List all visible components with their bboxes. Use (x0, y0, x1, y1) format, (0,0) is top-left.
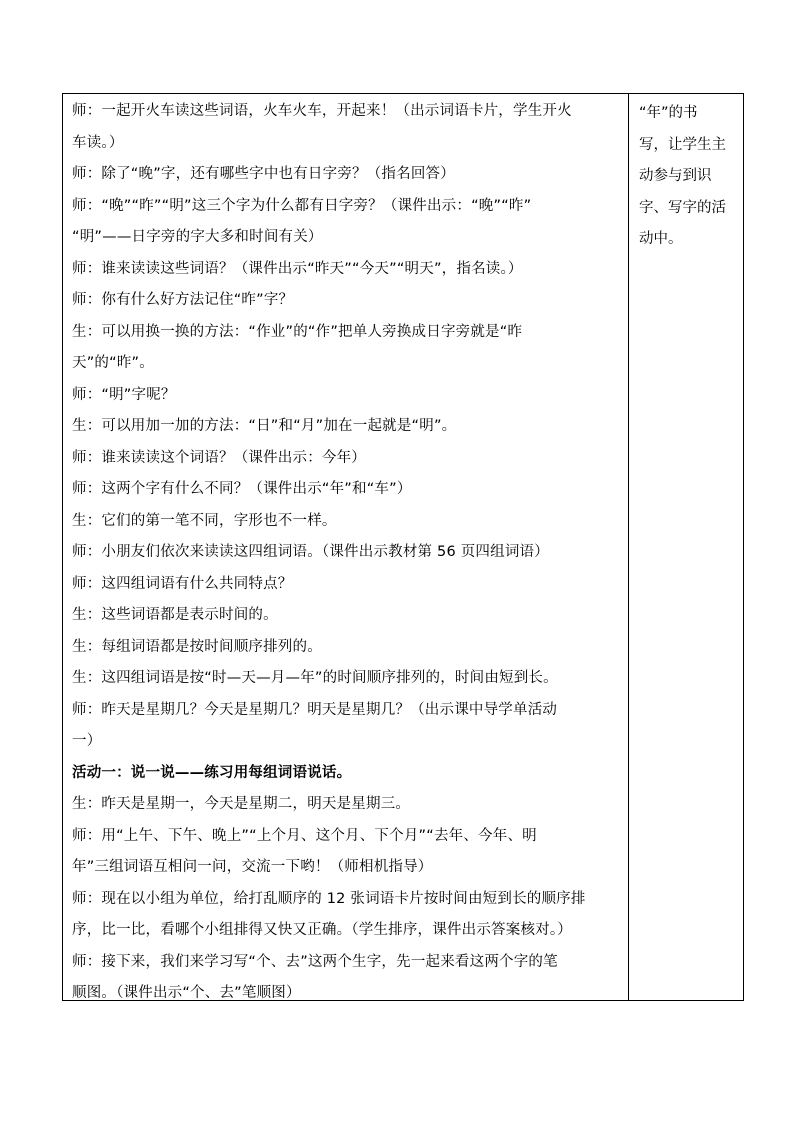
design-note-line: “年”的书 (639, 105, 698, 121)
dialogue-line: 师：一起开火车读这些词语，火车火车，开起来！（出示词语卡片，学生开火 (72, 103, 572, 119)
dialogue-line: 师：用“上午、下午、晚上”“上个月、这个月、下个月”“去年、今年、明 (72, 827, 537, 844)
dialogue-line: 生：可以用换一换的方法：“作业”的“作”把单人旁换成日字旁就是“昨 (72, 323, 523, 340)
dialogue-line: 一） (72, 733, 102, 749)
dialogue-line: 生：可以用加一加的方法：“日”和“月”加在一起就是“明”。 (72, 418, 457, 434)
dialogue-line: 生：昨天是星期一，今天是星期二，明天是星期三。 (72, 796, 411, 812)
design-note-line: 动中。 (639, 231, 683, 247)
dialogue-line: 师：你有什么好方法记住“昨”字？ (72, 292, 294, 308)
dialogue-line: 车读。） (72, 134, 124, 151)
dialogue-line: 序，比一比，看哪个小组排得又快又正确。（学生排序，课件出示答案核对。） (72, 922, 572, 938)
dialogue-line: 师：这两个字有什么不同？（课件出示“年”和“车”） (72, 481, 412, 497)
design-note-line: 写，让学生主 (639, 136, 726, 153)
design-note-line: 字、写字的活 (639, 199, 726, 216)
teaching-process-cell (63, 94, 629, 1000)
dialogue-line: 生：它们的第一笔不同，字形也不一样。 (72, 512, 337, 529)
dialogue-line: 顺图。（课件出示“个、去”笔顺图） (72, 985, 301, 1001)
dialogue-line: 生：这四组词语是按“时—天—月—年”的时间顺序排列的，时间由短到长。 (72, 670, 558, 686)
dialogue-line: 师：谁来读读这些词语？（课件出示“昨天”“今天”“明天”，指名读。） (72, 260, 523, 277)
dialogue-line: 师：“明”字呢？ (72, 386, 176, 403)
activity-heading: 活动一：说一说——练习用每组词语说话。 (72, 764, 352, 781)
dialogue-line: 生：这些词语都是表示时间的。 (72, 607, 278, 623)
dialogue-line: 师：这四组词语有什么共同特点？ (72, 575, 293, 592)
dialogue-line: 年”三组词语互相问一问，交流一下哟！（师相机指导） (72, 859, 433, 875)
dialogue-line: 师：小朋友们依次来读读这四组词语。（课件出示教材第 56 页四组词语） (72, 544, 549, 560)
lesson-table (62, 93, 744, 1001)
dialogue-line: 生：每组词语都是按时间顺序排列的。 (72, 638, 322, 655)
dialogue-line: 师：谁来读读这个词语？（课件出示：今年） (72, 449, 366, 466)
design-note-line: 动参与到识 (639, 168, 712, 184)
dialogue-line: 师：接下来，我们来学习写“个、去”这两个生字，先一起来看这两个字的笔 (72, 953, 558, 970)
design-intent-cell (629, 94, 743, 1000)
dialogue-line: 天”的“昨”。 (72, 355, 154, 371)
dialogue-line: 师：现在以小组为单位，给打乱顺序的 12 张词语卡片按时间由短到长的顺序排 (72, 890, 586, 907)
dialogue-line: 师：“晚”“昨”“明”这三个字为什么都有日字旁？（课件出示：“晚”“昨” (72, 197, 532, 214)
dialogue-line: 师：除了“晚”字，还有哪些字中也有日字旁？（指名回答） (72, 166, 455, 182)
dialogue-line: “明”——日字旁的字大多和时间有关） (72, 229, 323, 245)
dialogue-line: 师：昨天是星期几？今天是星期几？明天是星期几？（出示课中导学单活动 (72, 701, 558, 718)
